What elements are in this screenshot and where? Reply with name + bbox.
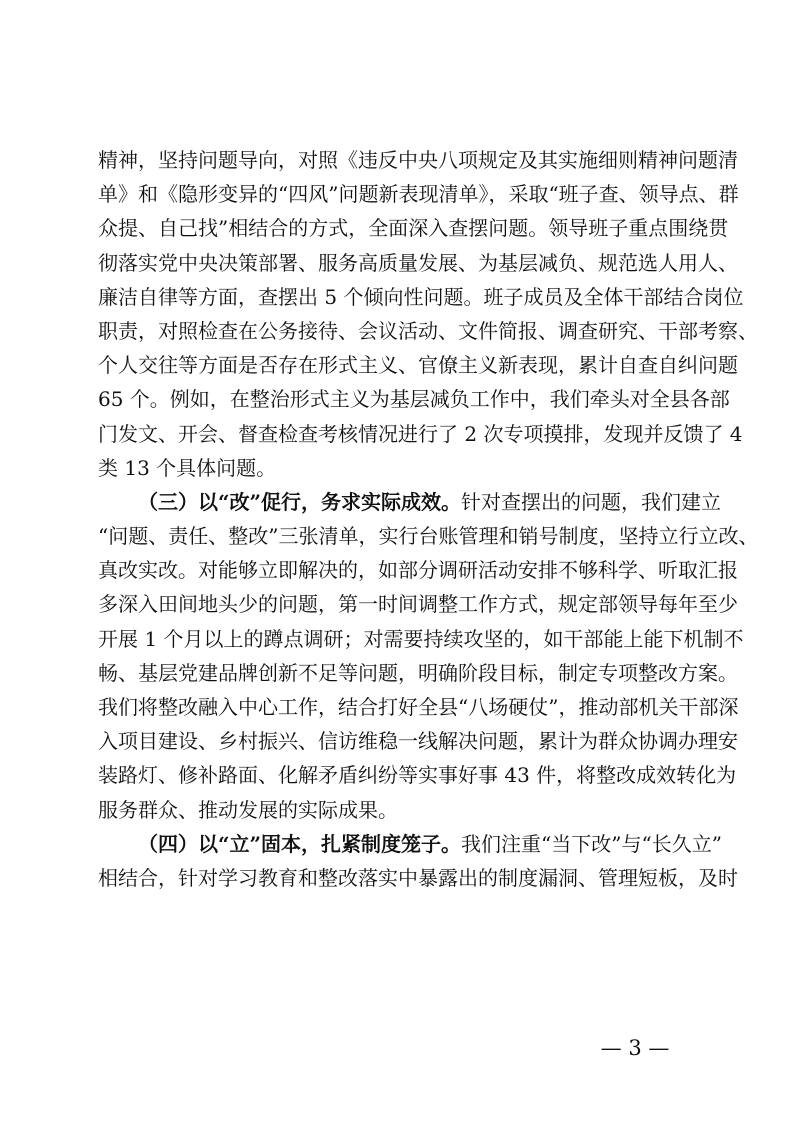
paragraph-line: 相结合，针对学习教育和整改落实中暴露出的制度漏洞、管理短板，及时	[98, 865, 738, 890]
paragraph-line: 个人交往等方面是否存在形式主义、官僚主义新表现，累计自查自纠问题	[98, 353, 738, 378]
paragraph-line: 类 13 个具体问题。	[98, 455, 277, 480]
paragraph-line: 我们将整改融入中心工作，结合打好全县“八场硬仗”，推动部机关干部深	[98, 695, 739, 719]
section-3-first-line	[98, 485, 722, 519]
page-number: — 3 —	[600, 1036, 670, 1060]
paragraph-line: 入项目建设、乡村振兴、信访维稳一线解决问题，累计为群众协调办理安	[98, 729, 738, 754]
paragraph-line: 单》和《隐形变异的“四风”问题新表现清单》，采取“班子查、领导点、群	[98, 182, 739, 207]
paragraph-line: “问题、责任、整改”三张清单，实行台账管理和销号制度，坚持立行立改、	[98, 524, 759, 549]
paragraph-line: 真改实改。对能够立即解决的，如部分调研活动安排不够科学、听取汇报	[98, 558, 738, 583]
paragraph-line: 职责，对照检查在公务接待、会议活动、文件简报、调查研究、干部考察、	[98, 318, 758, 343]
paragraph-line: 门发文、开会、督查检查考核情况进行了 2 次专项摸排，发现并反馈了 4	[98, 421, 743, 446]
section-3-heading: （三）以“改”促行，务求实际成效。	[138, 489, 462, 514]
paragraph-line: 服务群众、推动发展的实际成果。	[98, 797, 398, 822]
paragraph-line: 众提、自己找”相结合的方式，全面深入查摆问题。领导班子重点围绕贯	[98, 216, 729, 241]
paragraph-line: 65 个。例如，在整治形式主义为基层减负工作中，我们牵头对全县各部	[98, 387, 730, 412]
section-4-first-line	[98, 827, 722, 861]
section-4-first-line-text: 我们注重“当下改”与“长久立”	[461, 831, 722, 856]
paragraph-line: 开展 1 个月以上的蹲点调研；对需要持续攻坚的，如干部能上能下机制不	[98, 626, 744, 651]
paragraph-line: 精神，坚持问题导向，对照《违反中央八项规定及其实施细则精神问题清	[98, 148, 738, 172]
paragraph-line: 多深入田间地头少的问题，第一时间调整工作方式，规定部领导每年至少	[98, 592, 738, 617]
body-text	[98, 143, 759, 895]
section-4-heading: （四）以“立”固本，扎紧制度笼子。	[138, 831, 462, 856]
paragraph-line: 装路灯、修补路面、化解矛盾纠纷等实事好事 43 件，将整改成效转化为	[98, 763, 737, 788]
section-3-first-line-text: 针对查摆出的问题，我们建立	[461, 489, 722, 514]
paragraph-line: 廉洁自律等方面，查摆出 5 个倾向性问题。班子成员及全体干部结合岗位	[98, 284, 744, 309]
paragraph-line: 畅、基层党建品牌创新不足等问题，明确阶段目标，制定专项整改方案。	[98, 660, 738, 685]
paragraph-line: 彻落实党中央决策部署、服务高质量发展、为基层减负、规范选人用人、	[98, 250, 738, 275]
